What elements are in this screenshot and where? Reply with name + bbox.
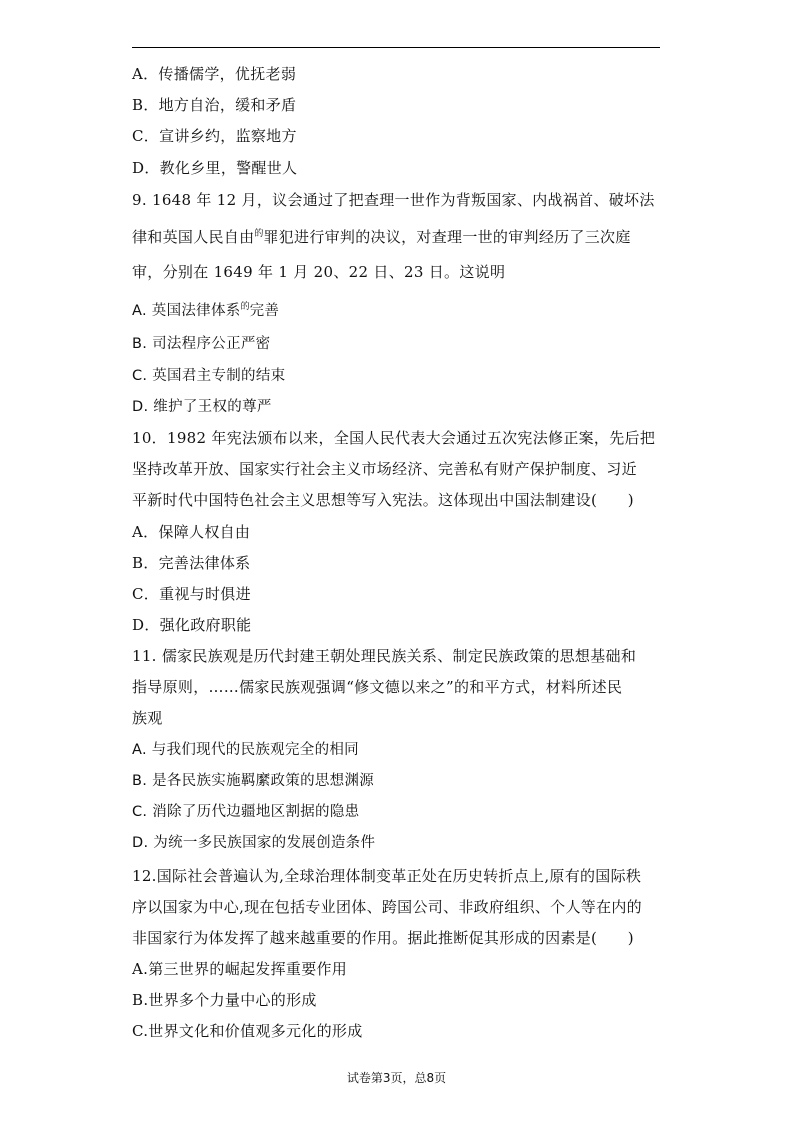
q9-option-b: B. 司法程序公正严密 — [132, 336, 271, 352]
q10-stem-line2: 坚持改革开放、国家实行社会主义市场经济、完善私有财产保护制度、习近 — [132, 460, 637, 478]
q8-option-d: D．教化乡里，警醒世人 — [132, 159, 298, 177]
q9-option-a-superscript: 的 — [240, 302, 250, 312]
q9-option-c: C. 英国君主专制的结束 — [132, 368, 286, 384]
q10-option-d: D．强化政府职能 — [132, 616, 252, 634]
q9-stem-line3: 审，分别在 1649 年 1 月 20、22 日、23 日。这说明 — [132, 263, 506, 281]
q8-option-a: A．传播儒学，优抚老弱 — [132, 65, 297, 83]
q12-stem-line3: 非国家行为体发挥了越来越重要的作用。据此推断促其形成的因素是( ) — [132, 929, 634, 947]
q10-option-a: A．保障人权自由 — [132, 523, 251, 541]
q9-option-a-part1: A. 英国法律体系 — [132, 303, 241, 319]
q11-option-c: C. 消除了历代边疆地区割据的隐患 — [132, 804, 360, 820]
q9-stem-line2-part1: 律和英国人民自由 — [132, 228, 255, 246]
q10-stem-line1: 10．1982 年宪法颁布以来，全国人民代表大会通过五次宪法修正案，先后把 — [132, 429, 656, 447]
q9-stem-line1: 9. 1648 年 12 月，议会通过了把查理一世作为背叛国家、内战祸首、破坏法 — [132, 191, 655, 209]
q8-option-c: C．宣讲乡约，监察地方 — [132, 127, 297, 145]
header-rule — [132, 47, 660, 48]
q11-option-d: D. 为统一多民族国家的发展创造条件 — [132, 835, 376, 851]
q11-option-a: A. 与我们现代的民族观完全的相同 — [132, 742, 359, 758]
q9-stem-line2-part2: 罪犯进行审判的决议，对查理一世的审判经历了三次庭 — [263, 228, 631, 246]
q11-stem-line3: 族观 — [132, 709, 163, 727]
q12-stem-line1: 12.国际社会普遍认为,全球治理体制变革正处在历史转折点上,原有的国际秩 — [132, 867, 642, 885]
page-footer: 试卷第3页，总8页 — [346, 1071, 447, 1085]
q12-option-c: C.世界文化和价值观多元化的形成 — [132, 1022, 363, 1040]
q12-option-b: B.世界多个力量中心的形成 — [132, 991, 317, 1009]
q9-option-a — [132, 297, 279, 321]
q8-option-b: B．地方自治，缓和矛盾 — [132, 96, 297, 114]
q10-option-b: B．完善法律体系 — [132, 554, 251, 572]
q10-option-c: C．重视与时俱进 — [132, 585, 251, 603]
q9-option-d: D. 维护了王权的尊严 — [132, 399, 272, 415]
q12-option-a: A.第三世界的崛起发挥重要作用 — [132, 960, 348, 978]
q12-stem-line2: 序以国家为中心,现在包括专业团体、跨国公司、非政府组织、个人等在内的 — [132, 898, 642, 916]
q11-stem-line2: 指导原则，……儒家民族观强调“修文德以来之”的和平方式，材料所述民 — [132, 678, 623, 696]
q9-option-a-part2: 完善 — [249, 303, 280, 319]
q9-stem-line2-superscript: 的 — [254, 229, 264, 239]
q11-stem-line1: 11. 儒家民族观是历代封建王朝处理民族关系、制定民族政策的思想基础和 — [132, 647, 637, 665]
q9-stem-line2 — [132, 224, 631, 247]
q10-stem-line3: 平新时代中国特色社会主义思想等写入宪法。这体现出中国法制建设( ) — [132, 491, 634, 509]
q11-option-b: B. 是各民族实施羁縻政策的思想渊源 — [132, 773, 375, 789]
